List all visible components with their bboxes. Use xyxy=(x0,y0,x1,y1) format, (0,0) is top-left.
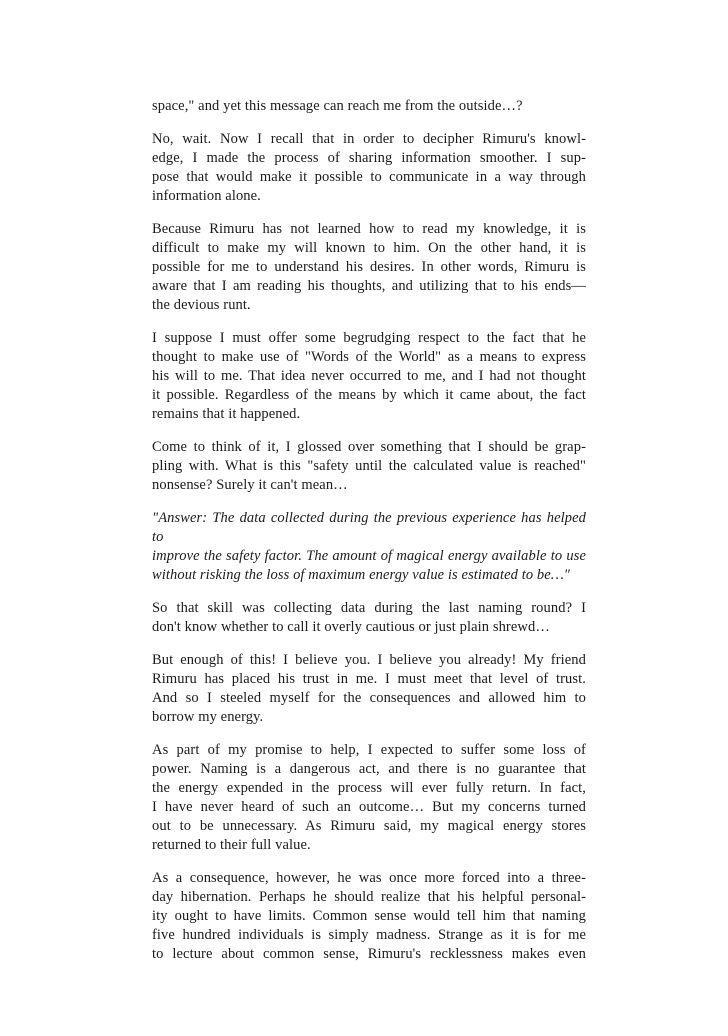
paragraph xyxy=(152,97,586,116)
text-line: power. Naming is a dangerous act, and there is no guarantee that xyxy=(152,761,586,777)
text-line: space," and yet this message can reach me from the outside…? xyxy=(152,98,523,114)
text-line: returned to their full value. xyxy=(152,837,311,853)
text-line: edge, I made the process of sharing information smoother. I sup- xyxy=(152,150,586,166)
text-line: As a consequence, however, he was once more forced into a three- xyxy=(152,870,586,886)
text-line: thought to make use of "Words of the World" as a means to express xyxy=(152,349,586,365)
paragraph xyxy=(152,869,586,964)
text-line: Because Rimuru has not learned how to read my knowledge, it is xyxy=(152,221,586,237)
text-line: "Answer: The data collected during the previous experience has helped to xyxy=(152,510,586,545)
text-line: difficult to make my will known to him. On the other hand, it is xyxy=(152,240,586,256)
text-line: possible for me to understand his desires. In other words, Rimuru is xyxy=(152,259,586,275)
text-line: ity ought to have limits. Common sense would tell him that naming xyxy=(152,908,586,924)
paragraph xyxy=(152,220,586,315)
text-line: don't know whether to call it overly cautious or just plain shrewd… xyxy=(152,619,550,635)
page-text xyxy=(152,97,586,978)
text-line: to lecture about common sense, Rimuru's recklessness makes even xyxy=(152,946,586,962)
paragraph xyxy=(152,130,586,206)
text-line: without risking the loss of maximum energy value is estimated to be…" xyxy=(152,567,570,583)
text-line: five hundred individuals is simply madness. Strange as it is for me xyxy=(152,927,586,943)
text-line: nonsense? Surely it can't mean… xyxy=(152,477,348,493)
text-line: the devious runt. xyxy=(152,297,251,313)
paragraph xyxy=(152,599,586,637)
text-line: Come to think of it, I glossed over something that I should be grap- xyxy=(152,439,586,455)
text-line: But enough of this! I believe you. I believe you already! My friend xyxy=(152,652,586,668)
text-line: I have never heard of such an outcome… But my concerns turned xyxy=(152,799,586,815)
text-line: day hibernation. Perhaps he should realize that his helpful personal- xyxy=(152,889,586,905)
text-line: out to be unnecessary. As Rimuru said, my magical energy stores xyxy=(152,818,586,834)
text-line: And so I steeled myself for the consequences and allowed him to xyxy=(152,690,586,706)
text-line: information alone. xyxy=(152,188,261,204)
paragraph xyxy=(152,651,586,727)
text-line: remains that it happened. xyxy=(152,406,301,422)
text-line: Rimuru has placed his trust in me. I must meet that level of trust. xyxy=(152,671,586,687)
paragraph xyxy=(152,438,586,495)
text-line: improve the safety factor. The amount of magical energy available to use xyxy=(152,548,586,564)
text-line: aware that I am reading his thoughts, and utilizing that to his ends— xyxy=(152,278,586,294)
text-line: No, wait. Now I recall that in order to decipher Rimuru's knowl- xyxy=(152,131,586,147)
text-line: the energy expended in the process will ever fully return. In fact, xyxy=(152,780,586,796)
text-line: pose that would make it possible to communicate in a way through xyxy=(152,169,586,185)
paragraph xyxy=(152,329,586,424)
text-line: As part of my promise to help, I expected to suffer some loss of xyxy=(152,742,586,758)
text-line: borrow my energy. xyxy=(152,709,264,725)
text-line: pling with. What is this "safety until the calculated value is reached" xyxy=(152,458,586,474)
text-line: his will to me. That idea never occurred to me, and I had not thought xyxy=(152,368,586,384)
paragraph xyxy=(152,741,586,855)
text-line: I suppose I must offer some begrudging respect to the fact that he xyxy=(152,330,586,346)
text-line: it possible. Regardless of the means by which it came about, the fact xyxy=(152,387,586,403)
text-line: So that skill was collecting data during the last naming round? I xyxy=(152,600,586,616)
skill-answer-paragraph xyxy=(152,509,586,585)
